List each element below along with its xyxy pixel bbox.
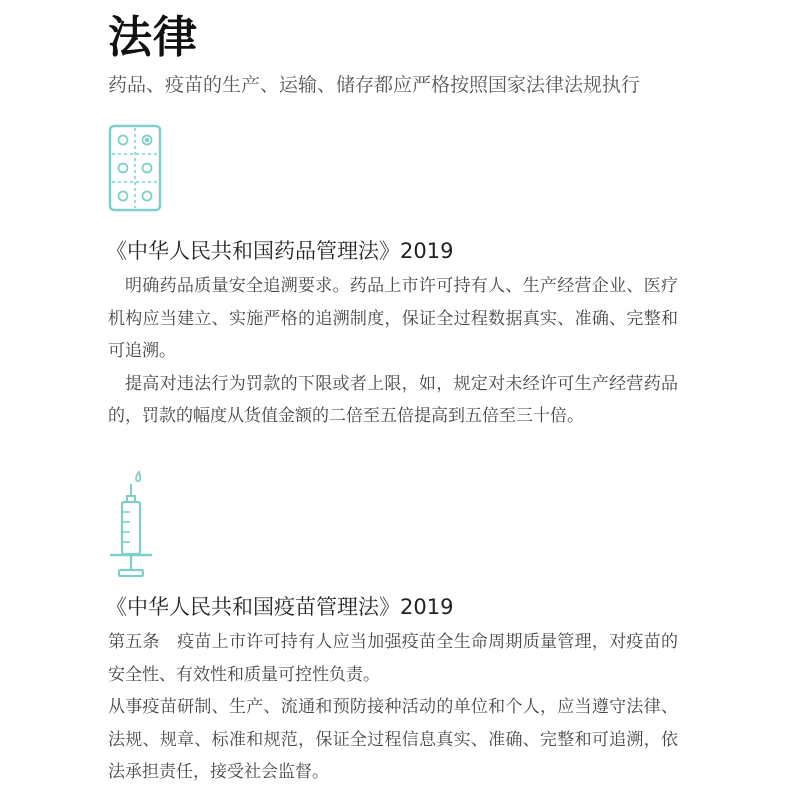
syringe-icon — [106, 470, 156, 580]
page-title: 法律 — [108, 12, 198, 63]
section-drug-body — [108, 270, 678, 433]
paragraph: 第五条 疫苗上市许可持有人应当加强疫苗全生命周期质量管理，对疫苗的安全性、有效性和质量可控性负责。 — [108, 632, 678, 685]
law-title-vaccine: 《中华人民共和国疫苗管理法》2019 — [106, 595, 454, 619]
section-vaccine-body — [108, 626, 678, 789]
pill-blister-icon — [108, 124, 164, 214]
page-subtitle: 药品、疫苗的生产、运输、储存都应严格按照国家法律法规执行 — [108, 74, 641, 96]
law-title-drug: 《中华人民共和国药品管理法》2019 — [106, 239, 454, 263]
paragraph: 提高对违法行为罚款的下限或者上限，如，规定对未经许可生产经营药品的，罚款的幅度从货值金额的二倍至五倍提高到五倍至三十倍。 — [108, 373, 678, 426]
paragraph: 明确药品质量安全追溯要求。药品上市许可持有人、生产经营企业、医疗机构应当建立、实施严格的追溯制度，保证全过程数据真实、准确、完整和可追溯。 — [108, 276, 678, 361]
paragraph: 从事疫苗研制、生产、流通和预防接种活动的单位和个人，应当遵守法律、法规、规章、标准和规范，保证全过程信息真实、准确、完整和可追溯，依法承担责任，接受社会监督。 — [108, 697, 678, 782]
